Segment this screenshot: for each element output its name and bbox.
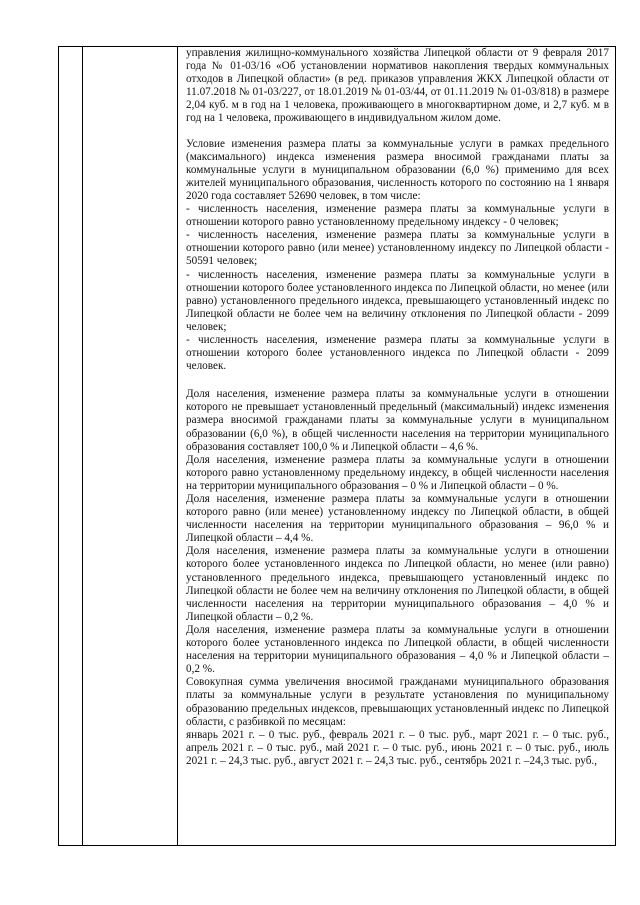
paragraph: Доля населения, изменение размера платы за коммунальные услуги в отношении которого более установленного индекса по Липецкой области, в общей численности населения на территории муниципального образования – 4,0 % и Липецкой области – 0,2 %. (186, 623, 609, 676)
column-divider (82, 47, 83, 845)
paragraph: Доля населения, изменение размера платы за коммунальные услуги в отношении которого более установленного индекса по Липецкой области, но менее (или равно) установленного предельного индекса, превышающего установленный индекс по Липецкой области не более чем на величину отклонения по Липецкой области, в общей численности населения на территории муниципального образования – 4,0 % и Липецкой области – 0,2 %. (186, 545, 609, 623)
paragraph: управления жилищно-коммунального хозяйства Липецкой области от 9 февраля 2017 года № 01-03/16 «Об установлении нормативов накопления твердых коммунальных отходов в Липецкой области» (в ред. приказов управления ЖКХ Липецкой области от 11.07.2018 № 01-03/227, от 18.01.2019 № 01-03/44, от 01.11.2019 № 01-03/818) в размере 2,04 куб. м в год на 1 человека, проживающего в многоквартирном доме, и 2,7 куб. м в год на 1 человека, проживающего в индивидуальном жилом доме. (186, 47, 609, 125)
text-cell (186, 47, 609, 845)
list-item: - численность населения, изменение размера платы за коммунальные услуги в отношении которого более установленного индекса по Липецкой области, но менее (или равно) установленного предельного индекса, превышающего установленный индекс по Липецкой области не более чем на величину отклонения по Липецкой области - 2099 человек; (186, 268, 609, 333)
list-item: - численность населения, изменение размера платы за коммунальные услуги в отношении которого равно (или менее) установленному индексу по Липецкой области - 50591 человек; (186, 229, 609, 268)
paragraph: Доля населения, изменение размера платы за коммунальные услуги в отношении которого не превышает установленный предельный (максимальный) индекс изменения размера вносимой гражданами платы за коммунальные услуги в муниципальном образовании (6,0 %), в общей численности населения на территории муниципального образования составляет 100,0 % и Липецкой области – 4,6 %. (186, 388, 609, 453)
list-item: - численность населения, изменение размера платы за коммунальные услуги в отношении которого равно установленному предельному индексу - 0 человек; (186, 203, 609, 229)
paragraph: январь 2021 г. – 0 тыс. руб., февраль 2021 г. – 0 тыс. руб., март 2021 г. – 0 тыс. руб., апрель 2021 г. – 0 тыс. руб., май 2021 г. – 0 тыс. руб., июнь 2021 г. – 0 тыс. руб., июль 2021 г. – 24,3 тыс. руб., август 2021 г. – 24,3 тыс. руб., сентябрь 2021 г. –24,3 тыс. руб., (186, 728, 609, 767)
paragraph: Доля населения, изменение размера платы за коммунальные услуги в отношении которого равно установленному предельному индексу, в общей численности населения на территории муниципального образования – 0 % и Липецкой области – 0 %. (186, 453, 609, 492)
paragraph: Условие изменения размера платы за коммунальные услуги в рамках предельного (максимального) индекса изменения размера вносимой гражданами платы за коммунальные услуги в муниципальном образовании (6,0 %) применимо для всех жителей муниципального образования, численность которого по состоянию на 1 января 2020 года составляет 52690 человек, в том числе: (186, 137, 609, 202)
paragraph: Совокупная сумма увеличения вносимой гражданами муниципального образования платы за коммунальные услуги в результате установления по муниципальному образованию предельных индексов, превышающих установленный индекс по Липецкой области, с разбивкой по месяцам: (186, 676, 609, 728)
paragraph: Доля населения, изменение размера платы за коммунальные услуги в отношении которого равно (или менее) установленному индексу по Липецкой области, в общей численности населения на территории муниципального образования – 96,0 % и Липецкой области – 4,4 %. (186, 493, 609, 545)
column-divider (177, 47, 178, 845)
table-frame (58, 46, 616, 846)
list-item: - численность населения, изменение размера платы за коммунальные услуги в отношении которого более установленного индекса по Липецкой области - 2099 человек. (186, 333, 609, 373)
